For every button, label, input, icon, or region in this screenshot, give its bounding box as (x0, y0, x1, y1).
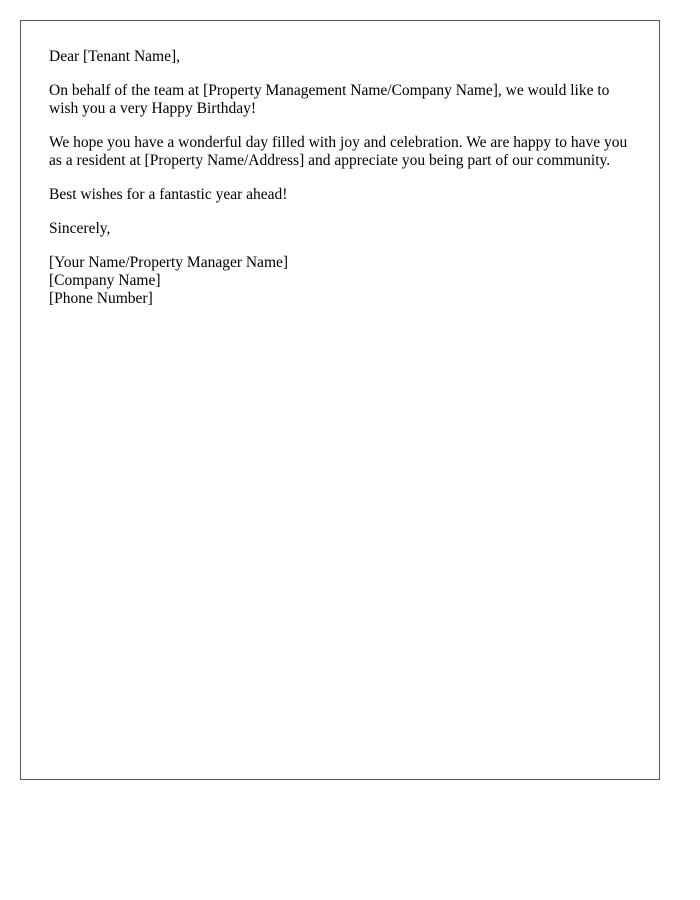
closing: Sincerely, (49, 220, 111, 237)
signature-company: [Company Name] (49, 272, 161, 289)
paragraph-greeting: On behalf of the team at [Property Management Name/Company Name], we would like to wish you a very Happy Birthday! (49, 82, 610, 117)
paragraph-closing-wish: Best wishes for a fantastic year ahead! (49, 186, 288, 203)
signature-name: [Your Name/Property Manager Name] (49, 254, 289, 271)
letter-body (49, 48, 634, 308)
signature-block (49, 254, 634, 308)
paragraph-wishes: We hope you have a wonderful day filled with joy and celebration. We are happy to have you as a resident at [Property Name/Address] and appreciate you being part of our community. (49, 134, 628, 169)
salutation: Dear [Tenant Name], (49, 48, 181, 65)
signature-phone: [Phone Number] (49, 290, 153, 307)
letter-page (20, 20, 660, 780)
